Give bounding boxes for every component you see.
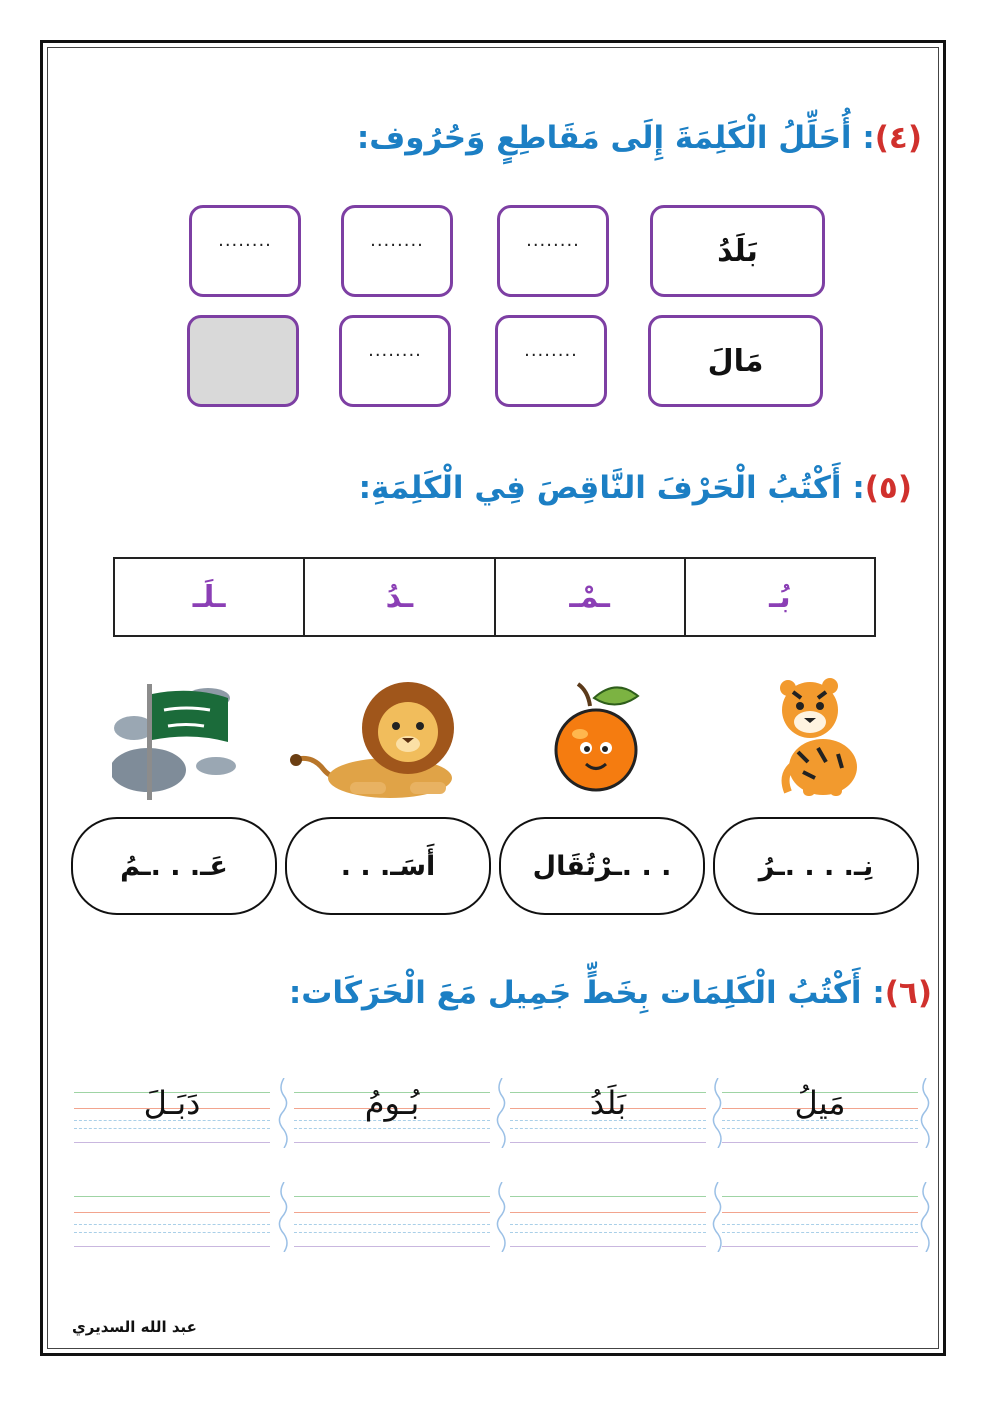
guide-line	[510, 1212, 706, 1213]
guide-line	[722, 1212, 918, 1213]
guide-line	[294, 1232, 490, 1233]
guide-line	[74, 1232, 270, 1233]
guide-line	[510, 1196, 706, 1197]
word-balad: بَلَدُ	[717, 233, 758, 269]
section6-title	[289, 975, 932, 1011]
column-divider	[920, 1078, 930, 1148]
word-pill: عَـ. . .ـمُ	[71, 817, 277, 915]
letter-cell: ـمْـ	[495, 558, 685, 636]
column-divider	[920, 1182, 930, 1252]
guide-line	[722, 1232, 918, 1233]
lion-icon	[290, 674, 466, 800]
word-box-2	[648, 315, 823, 407]
guide-line	[510, 1232, 706, 1233]
writing-cell[interactable]	[510, 1084, 706, 1156]
guide-line	[294, 1246, 490, 1247]
guide-line	[510, 1128, 706, 1129]
column-divider	[496, 1182, 506, 1252]
letter-cell: بُـ	[685, 558, 875, 636]
column-divider	[712, 1182, 722, 1252]
saudi-flag-icon	[112, 680, 238, 802]
writing-cell[interactable]	[722, 1196, 918, 1260]
writing-cell[interactable]	[294, 1084, 490, 1156]
guide-line	[74, 1212, 270, 1213]
guide-line	[510, 1246, 706, 1247]
section5-number: (٥)	[864, 470, 912, 506]
guide-line	[722, 1224, 918, 1225]
column-divider	[496, 1078, 506, 1148]
word-pill: أَسَـ. . .	[285, 817, 491, 915]
guide-line	[510, 1142, 706, 1143]
guide-line	[74, 1128, 270, 1129]
section4-number: (٤)	[874, 120, 922, 156]
syllable-box[interactable]: ........	[189, 205, 301, 297]
syllable-box[interactable]: ........	[341, 205, 453, 297]
syllable-box[interactable]: ........	[339, 315, 451, 407]
word-pill: . . .ـرْتُقَال	[499, 817, 705, 915]
section4-text: : أُحَلِّلُ الْكَلِمَةَ إِلَى مَقَاطِعٍ وَحُرُوف:	[356, 120, 875, 156]
letters-table	[113, 557, 876, 637]
guide-line	[294, 1224, 490, 1225]
section5-text: : أَكْتُبُ الْحَرْفَ النَّاقِصَ فِي الْكَلِمَةِ:	[358, 470, 865, 506]
guide-line	[722, 1142, 918, 1143]
letter-cell: ـلَـ	[114, 558, 304, 636]
letter-cell: ـدُ	[304, 558, 494, 636]
writing-cell[interactable]	[294, 1196, 490, 1260]
tiger-icon	[758, 672, 888, 800]
syllable-box[interactable]: ........	[495, 315, 607, 407]
guide-line	[294, 1196, 490, 1197]
guide-line	[722, 1128, 918, 1129]
model-word: دَبَـلَ	[143, 1084, 201, 1122]
writing-cell[interactable]	[74, 1084, 270, 1156]
section5-title	[359, 470, 912, 506]
guide-line	[74, 1196, 270, 1197]
guide-line	[294, 1212, 490, 1213]
word-mal: مَالَ	[707, 343, 764, 379]
shaded-box	[187, 315, 299, 407]
syllable-box[interactable]: ........	[497, 205, 609, 297]
guide-line	[294, 1128, 490, 1129]
section4-title	[357, 120, 922, 156]
guide-line	[74, 1246, 270, 1247]
section6-number: (٦)	[884, 975, 932, 1011]
word-pill: نِـ. . . .ـرُ	[713, 817, 919, 915]
model-word: بَلَدُ	[589, 1084, 627, 1122]
guide-line	[510, 1224, 706, 1225]
guide-line	[74, 1142, 270, 1143]
guide-line	[74, 1224, 270, 1225]
column-divider	[278, 1078, 288, 1148]
writing-cell[interactable]	[510, 1196, 706, 1260]
column-divider	[712, 1078, 722, 1148]
column-divider	[278, 1182, 288, 1252]
guide-line	[722, 1246, 918, 1247]
guide-line	[722, 1196, 918, 1197]
section6-text: : أَكْتُبُ الْكَلِمَات بِخَطٍّ جَمِيل مَعَ الْحَرَكَات:	[288, 975, 885, 1011]
guide-line	[294, 1142, 490, 1143]
author-name: عبد الله السديري	[72, 1318, 197, 1336]
writing-cell[interactable]	[74, 1196, 270, 1260]
model-word: بُـومُ	[364, 1084, 420, 1122]
orange-icon	[548, 676, 644, 796]
word-box-1	[650, 205, 825, 297]
writing-cell[interactable]	[722, 1084, 918, 1156]
model-word: مَيلُ	[794, 1084, 846, 1122]
